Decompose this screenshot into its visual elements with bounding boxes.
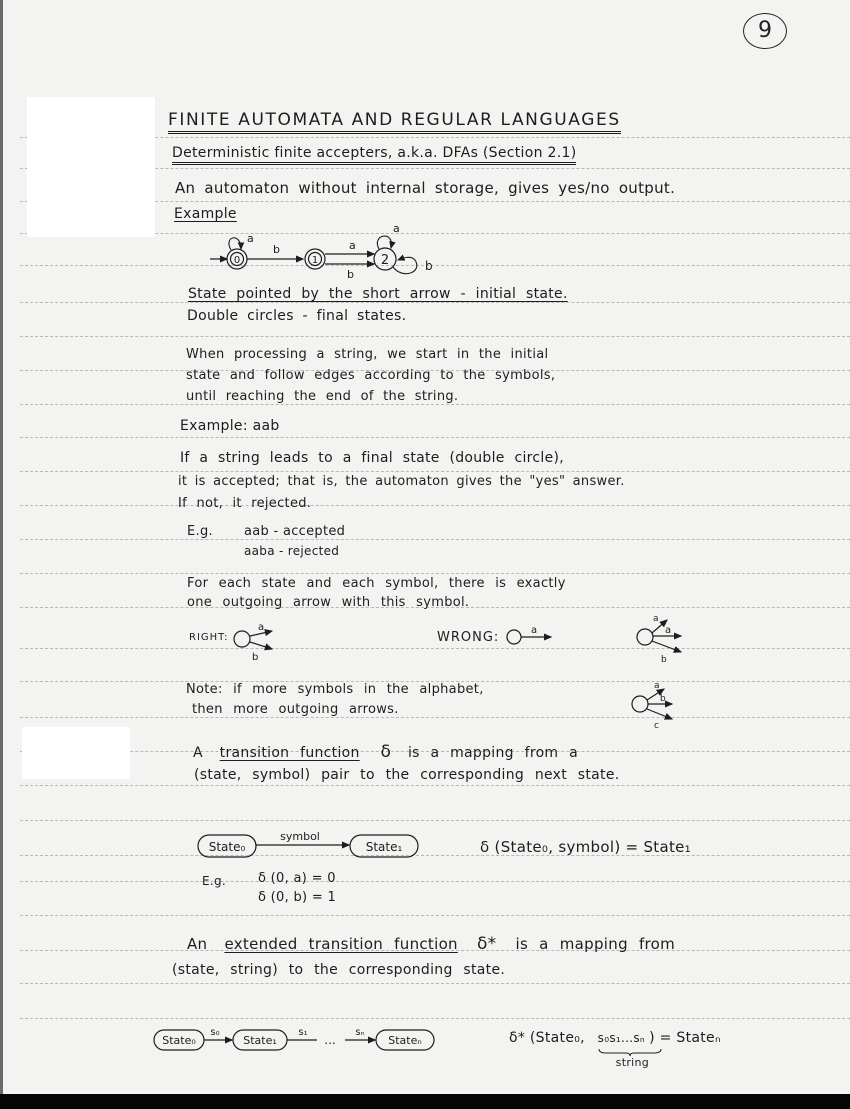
state-circle — [632, 696, 648, 712]
ruled-line — [20, 573, 850, 574]
arrow-a-label: a — [654, 681, 660, 691]
scan-bottom-border — [0, 1094, 850, 1109]
ruled-line — [20, 915, 850, 916]
edge-1-2-a-label: a — [349, 239, 356, 252]
ruled-line — [20, 820, 850, 821]
transition-prefix: A — [193, 745, 203, 761]
transition-rest: is a mapping from a — [407, 745, 578, 761]
loop-0 — [229, 238, 241, 250]
loop-2-a-label: a — [393, 222, 400, 235]
page-title: FINITE AUTOMATA AND REGULAR LANGUAGES — [168, 110, 621, 134]
ruled-line — [20, 717, 850, 718]
three-arrows-diagram — [630, 680, 690, 730]
loop-0-label: a — [247, 232, 254, 245]
transition-eg-label: E.g. — [202, 874, 227, 888]
state1-label: State₁ — [365, 840, 403, 854]
section-subtitle: Deterministic finite accepters, a.k.a. DFAs (Section 2.1) — [172, 145, 576, 165]
page-number: 9 — [743, 13, 787, 49]
wrong-diagram-duplicate — [635, 612, 695, 667]
extended-formula — [509, 1030, 721, 1069]
symbol-edge-label: symbol — [280, 830, 320, 843]
ruled-line — [20, 785, 850, 786]
acceptance-line-3: If not, it rejected. — [178, 496, 312, 511]
page-edge — [0, 0, 3, 1094]
note-line-2: then more outgoing arrows. — [192, 702, 399, 717]
transition-formula: δ (State₀, symbol) = State₁ — [480, 838, 691, 856]
loop-2-b-label: b — [425, 259, 433, 273]
arrow-c — [647, 709, 672, 719]
extended-formula-string — [597, 1031, 650, 1069]
ellipsis: ... — [324, 1033, 336, 1047]
extended-prefix: An — [187, 935, 208, 953]
example-string: Example: aab — [180, 418, 280, 434]
determinism-line-1: For each state and each symbol, there is exactly — [187, 576, 566, 591]
extended-diagram — [152, 1022, 462, 1056]
ruled-line — [20, 336, 850, 337]
redacted-area — [27, 97, 155, 237]
acceptance-line-2: it is accepted; that is, the automaton gives the "yes" answer. — [178, 474, 625, 489]
transition-def-line-2: (state, symbol) pair to the corresponding next state. — [194, 767, 620, 783]
state-0-label: 0 — [233, 255, 241, 266]
string-symbols: s₀s₁...sₙ — [597, 1031, 645, 1045]
acceptance-line-1: If a string leads to a final state (double circle), — [180, 450, 565, 466]
wrong-label: WRONG: — [437, 630, 500, 645]
state-2-label: 2 — [380, 253, 390, 268]
underbrace — [598, 1048, 662, 1056]
extended-term: extended transition function — [224, 935, 458, 953]
processing-line-1: When processing a string, we start in the initial — [186, 347, 549, 362]
ruled-line — [20, 471, 850, 472]
loop-2-a — [377, 236, 391, 249]
transition-term: transition function — [219, 745, 360, 761]
arrow-b — [652, 641, 681, 652]
state0-label: State₀ — [162, 1034, 196, 1047]
ruled-line — [20, 881, 850, 882]
edge-1-2-b-label: b — [347, 268, 354, 281]
arrow-b — [250, 642, 272, 649]
extended-formula-suffix: ) = Stateₙ — [649, 1030, 721, 1046]
arrow-b-label: b — [252, 652, 259, 663]
state0-label: State₀ — [208, 840, 246, 854]
state-circle — [507, 630, 521, 644]
edge-sn-label: sₙ — [355, 1027, 365, 1038]
ruled-line — [20, 404, 850, 405]
arrow-b-label: b — [661, 655, 667, 665]
transition-def-line-1 — [193, 742, 578, 762]
extended-def-line-1 — [187, 934, 675, 954]
dfa-diagram — [205, 220, 455, 280]
ruled-line — [20, 648, 850, 649]
intro-text: An automaton without internal storage, gives yes/no output. — [175, 179, 676, 197]
state-circle — [234, 631, 250, 647]
ruled-line — [20, 437, 850, 438]
ruled-line — [20, 1018, 850, 1019]
extended-formula-prefix: δ* (State₀, — [509, 1030, 585, 1046]
extended-rest: is a mapping from — [515, 935, 676, 953]
example-heading: Example — [174, 206, 237, 222]
arrow-a-label: a — [258, 622, 265, 633]
extended-def-line-2: (state, string) to the corresponding state. — [172, 962, 506, 978]
eg-example-accepted: aab - accepted — [244, 524, 346, 539]
redacted-area — [22, 727, 130, 779]
delta-star-symbol: δ* — [476, 934, 497, 954]
arrow-a-label: a — [531, 625, 538, 636]
ruled-line — [20, 302, 850, 303]
staten-label: Stateₙ — [388, 1034, 422, 1047]
transition-diagram — [196, 828, 436, 862]
arrow-c-label: c — [654, 721, 659, 731]
state-1-label: 1 — [311, 255, 319, 266]
right-label: RIGHT: — [189, 632, 229, 643]
delta-symbol: δ — [380, 742, 392, 762]
state-circle — [637, 629, 653, 645]
determinism-line-2: one outgoing arrow with this symbol. — [187, 595, 470, 610]
wrong-diagram-missing — [505, 622, 565, 652]
arrow-b-label: b — [660, 694, 666, 704]
edge-0-1-label: b — [273, 243, 280, 256]
right-diagram — [232, 618, 292, 663]
edge-s1-label: s₁ — [298, 1027, 308, 1038]
final-states-note: Double circles - final states. — [187, 308, 407, 324]
transition-example-2: δ (0, b) = 1 — [258, 890, 337, 905]
state1-label: State₁ — [243, 1034, 277, 1047]
ruled-line — [20, 983, 850, 984]
processing-line-2: state and follow edges according to the symbols, — [186, 368, 556, 383]
eg-label: E.g. — [187, 524, 213, 539]
ruled-line — [20, 539, 850, 540]
transition-example-1: δ (0, a) = 0 — [258, 871, 336, 886]
arrow-a-1-label: a — [653, 614, 659, 624]
eg-example-rejected: aaba - rejected — [244, 544, 340, 558]
arrow-a-2-label: a — [665, 625, 672, 636]
initial-state-note: State pointed by the short arrow - initial state. — [188, 286, 568, 302]
edge-s0-label: s₀ — [210, 1027, 220, 1038]
processing-line-3: until reaching the end of the string. — [186, 389, 459, 404]
ruled-line — [20, 505, 850, 506]
brace-label: string — [615, 1056, 650, 1069]
note-line-1: Note: if more symbols in the alphabet, — [186, 682, 484, 697]
